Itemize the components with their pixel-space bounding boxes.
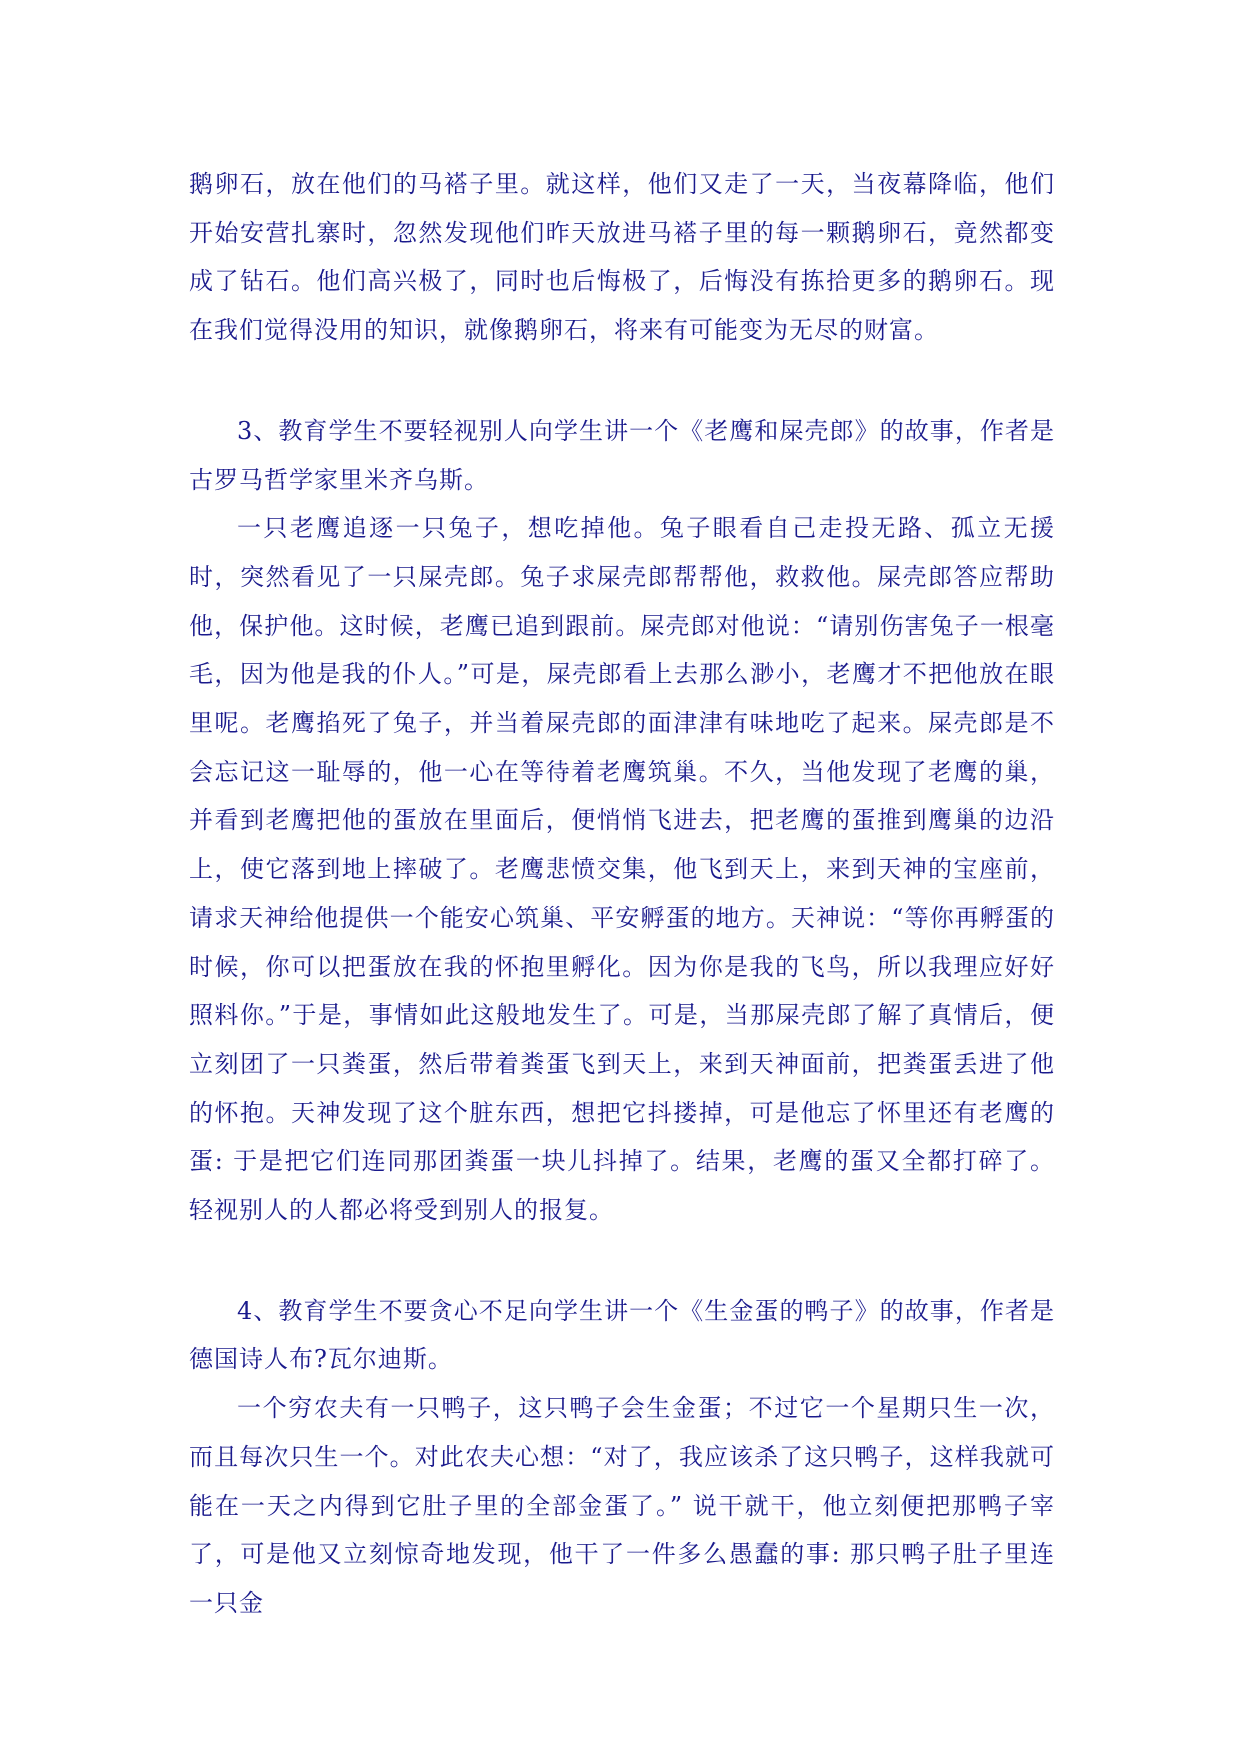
paragraph-gap	[189, 355, 1055, 407]
paragraph-gap	[189, 1235, 1055, 1287]
paragraph-golden-egg-duck-story: 一个穷农夫有一只鸭子，这只鸭子会生金蛋；不过它一个星期只生一次，而且每次只生一个。对此农夫心想：“对了，我应该杀了这只鸭子，这样我就可能在一天之内得到它肚子里的全部金蛋了。” 说干就干，他立刻便把那鸭子宰了，可是他又立刻惊奇地发现，他干了一件多么愚蠢的事: 那只鸭子肚子里连一只金	[189, 1394, 1055, 1617]
section-heading-4: 4、教育学生不要贪心不足向学生讲一个《生金蛋的鸭子》的故事，作者是德国诗人布?瓦尔迪斯。	[189, 1296, 1055, 1374]
paragraph-pebbles-ending: 鹅卵石，放在他们的马褡子里。就这样，他们又走了一天，当夜幕降临，他们开始安营扎寨时，忽然发现他们昨天放进马褡子里的每一颗鹅卵石，竟然都变成了钻石。他们高兴极了，同时也后悔极了，后悔没有拣拾更多的鹅卵石。现在我们觉得没用的知识，就像鹅卵石，将来有可能变为无尽的财富。	[189, 170, 1055, 345]
document-page	[189, 160, 1055, 1628]
paragraph-eagle-beetle-story: 一只老鹰追逐一只兔子，想吃掉他。兔子眼看自己走投无路、孤立无援时，突然看见了一只屎壳郎。兔子求屎壳郎帮帮他，救救他。屎壳郎答应帮助他，保护他。这时候，老鹰已追到跟前。屎壳郎对他说：“请别伤害兔子一根毫毛，因为他是我的仆人。”可是，屎壳郎看上去那么渺小，老鹰才不把他放在眼里呢。老鹰掐死了兔子，并当着屎壳郎的面津津有味地吃了起来。屎壳郎是不会忘记这一耻辱的，他一心在等待着老鹰筑巢。不久，当他发现了老鹰的巢，并看到老鹰把他的蛋放在里面后，便悄悄飞进去，把老鹰的蛋推到鹰巢的边沿上，使它落到地上摔破了。老鹰悲愤交集，他飞到天上，来到天神的宝座前，请求天神给他提供一个能安心筑巢、平安孵蛋的地方。天神说：“等你再孵蛋的时候，你可以把蛋放在我的怀抱里孵化。因为你是我的飞鸟，所以我理应好好照料你。”于是，事情如此这般地发生了。可是，当那屎壳郎了解了真情后，便立刻团了一只粪蛋，然后带着粪蛋飞到天上，来到天神面前，把粪蛋丢进了他的怀抱。天神发现了这个脏东西，想把它抖搂掉，可是他忘了怀里还有老鹰的蛋: 于是把它们连同那团粪蛋一块儿抖掉了。结果，老鹰的蛋又全都打碎了。轻视别人的人都必将受到别人的报复。	[189, 514, 1055, 1225]
section-heading-3: 3、教育学生不要轻视别人向学生讲一个《老鹰和屎壳郎》的故事，作者是古罗马哲学家里米齐乌斯。	[189, 416, 1055, 494]
